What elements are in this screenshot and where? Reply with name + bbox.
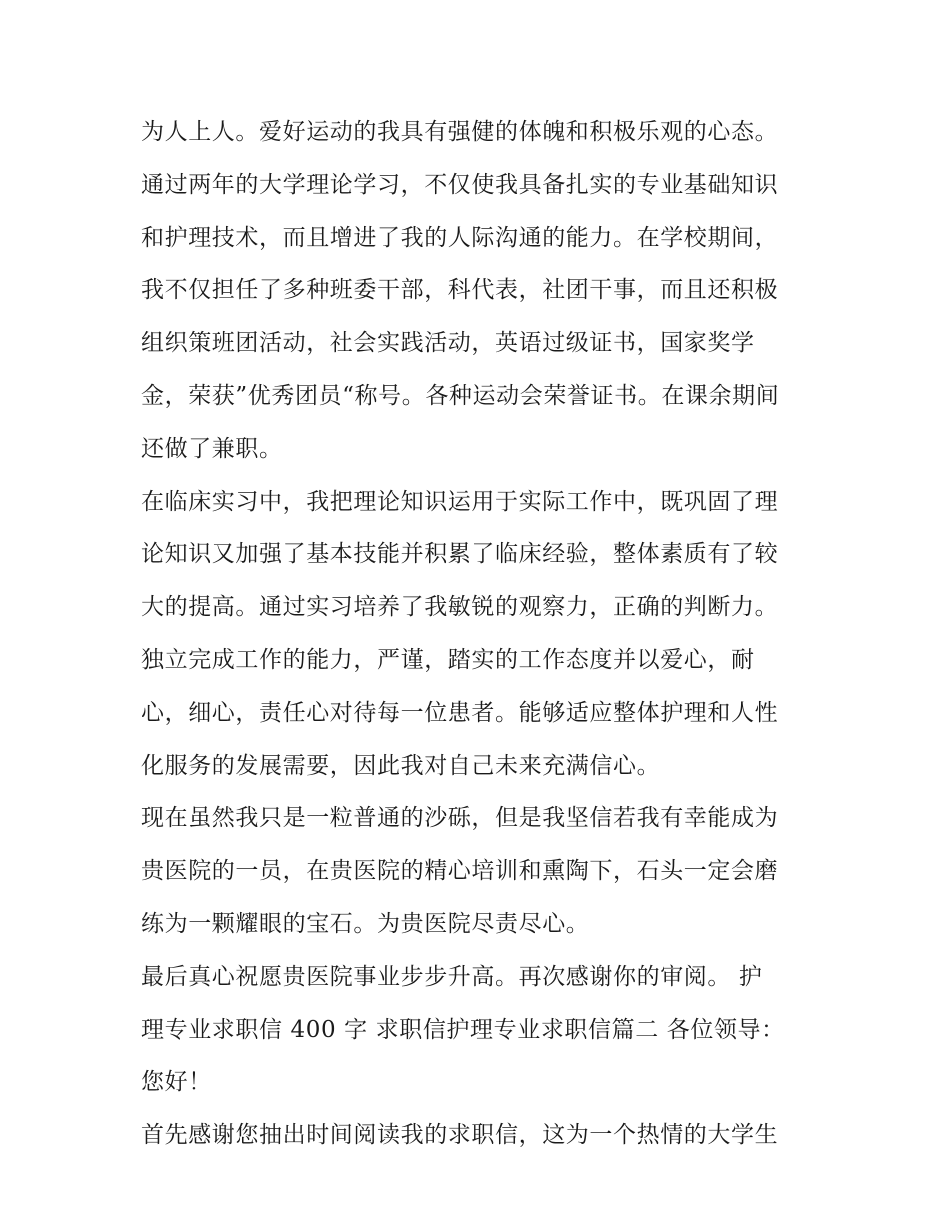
text-line: 现在虽然我只是一粒普通的沙砾，但是我坚信若我有幸能成为 <box>141 805 779 832</box>
text-line: 心，细心，责任心对待每一位患者。能够适应整体护理和人性 <box>141 699 779 726</box>
text-line: 最后真心祝愿贵医院事业步步升高。再次感谢你的审阅。 护 <box>141 963 763 990</box>
text-line: 化服务的发展需要，因此我对自己未来充满信心。 <box>141 752 661 779</box>
text-line: 大的提高。通过实习培养了我敏锐的观察力，正确的判断力。 <box>141 594 779 621</box>
text-line: 理专业求职信 400 字 求职信护理专业求职信篇二 各位领导： <box>141 1016 785 1043</box>
text-line: 通过两年的大学理论学习，不仅使我具备扎实的专业基础知识 <box>141 171 779 198</box>
text-line: 我不仅担任了多种班委干部，科代表，社团干事，而且还积极 <box>141 277 779 304</box>
text-line: 论知识又加强了基本技能并积累了临床经验，整体素质有了较 <box>141 541 779 568</box>
letter-body <box>141 106 821 1162</box>
text-line: 贵医院的一员，在贵医院的精心培训和熏陶下，石头一定会磨 <box>141 858 779 885</box>
text-line: 还做了兼职。 <box>141 435 283 462</box>
text-line: 金，荣获”优秀团员“称号。各种运动会荣誉证书。在课余期间 <box>141 382 780 409</box>
text-line: 您好！ <box>141 1069 212 1096</box>
text-line: 为人上人。爱好运动的我具有强健的体魄和积极乐观的心态。 <box>141 119 779 145</box>
text-line: 独立完成工作的能力，严谨，踏实的工作态度并以爱心，耐 <box>141 646 755 673</box>
text-line: 组织策班团活动，社会实践活动，英语过级证书，国家奖学 <box>141 330 755 357</box>
text-line: 和护理技术，而且增进了我的人际沟通的能力。在学校期间， <box>141 224 779 251</box>
text-line: 在临床实习中，我把理论知识运用于实际工作中，既巩固了理 <box>141 488 779 515</box>
text-line: 首先感谢您抽出时间阅读我的求职信，这为一个热情的大学生 <box>141 1122 779 1149</box>
text-line: 练为一颗耀眼的宝石。为贵医院尽责尽心。 <box>141 910 590 937</box>
